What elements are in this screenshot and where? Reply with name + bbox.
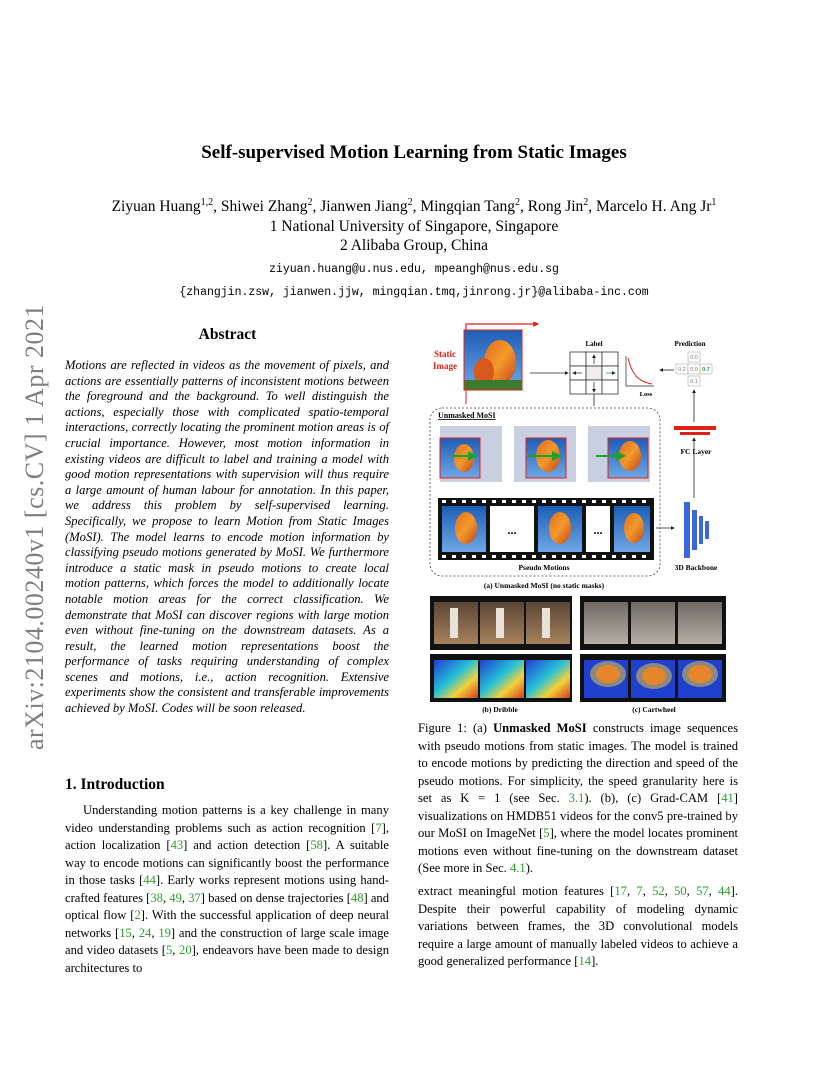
citation-link[interactable]: 24: [138, 925, 152, 940]
subcaption-b: (b) Dribble: [482, 705, 518, 714]
citation-link[interactable]: 52: [652, 884, 665, 898]
citation-link[interactable]: 37: [188, 890, 201, 905]
citation-link[interactable]: 5: [165, 943, 173, 957]
affiliation-2: 2 Alibaba Group, China: [339, 237, 489, 255]
citation-link[interactable]: 58: [310, 838, 323, 852]
backbone-3d: [684, 502, 709, 558]
pseudo-motion-filmstrip: [438, 498, 654, 560]
static-image: [464, 330, 522, 390]
authors-line: Ziyuan Huang$^{1,2}$, Shiwei Zhang$^2$, Jianwen Jiang$^2$, Mingqian Tang$^2$, Rong Jin$^2$, Marcelo H. Ang Jr$^1$: [111, 197, 717, 216]
affiliation-1: 1 National University of Singapore, Singapore: [269, 217, 559, 235]
arxiv-stamp: arXiv:2104.00240v1 [cs.CV] 1 Apr 2021: [20, 304, 49, 751]
dribble-gradcam: [430, 654, 572, 702]
citation-link[interactable]: 5: [543, 826, 550, 840]
email-line-2: {zhangjin.zsw, jianwen.jjw, mingqian.tmq,jinrong.jr}@alibaba-inc.com: [179, 286, 649, 300]
citation-link[interactable]: 38: [150, 890, 163, 905]
label-heading: Label: [585, 340, 603, 348]
section-link[interactable]: 4.1: [509, 861, 526, 875]
citation-link[interactable]: 50: [674, 884, 687, 898]
abstract-heading: Abstract: [198, 326, 257, 343]
citation-link[interactable]: 48: [350, 890, 364, 905]
svg-text:0.0: 0.0: [690, 367, 698, 373]
author-block: [0, 193, 828, 303]
citation-link[interactable]: 7: [636, 884, 643, 898]
subcaption-a: (a) Unmasked MoSI (no static masks): [483, 581, 605, 590]
citation-link[interactable]: 17: [614, 884, 627, 898]
pseudo-motions-label: Pseudo Motions: [518, 563, 570, 572]
svg-text:0.0: 0.0: [690, 355, 698, 361]
citation-link[interactable]: 44: [718, 884, 731, 898]
svg-text:Image: Image: [433, 361, 457, 371]
intro-heading: 1. Introduction: [65, 776, 165, 793]
cartwheel-gradcam: [580, 654, 726, 702]
loss-label: Loss: [639, 391, 653, 398]
citation-link[interactable]: 7: [375, 820, 382, 835]
citation-link[interactable]: 43: [170, 838, 184, 852]
subcaption-c: (c) Cartwheel: [632, 705, 676, 714]
pseudo-frame-3: [588, 426, 650, 482]
citation-link[interactable]: 2: [134, 908, 141, 922]
citation-link[interactable]: 41: [721, 791, 734, 805]
dribble-frames: [430, 596, 572, 650]
citation-link[interactable]: 49: [169, 890, 182, 905]
intro-paragraph: Understanding motion patterns is a key challenge in many video understanding problems such as action recognition [7], action localization [43] and action detection [58]. A suitable way to encode motions can significantly boost the performance in those tasks [44]. Early works represent motions using hand-crafted features [38, 49, 37] based on dense trajectories [48] and optical flow [2]. With the successful application of deep neural networks [15, 24, 19] and the construction of large scale image and video datasets [5, 20], endeavors have been made to design architectures to: [65, 803, 390, 975]
svg-text:0.1: 0.1: [690, 379, 698, 385]
prediction-heading: Prediction: [674, 340, 706, 348]
figure-caption: Figure 1: (a) Unmasked MoSI constructs image sequences with pseudo motions from static images. The model is trained to encode motions by predicting the direction and speed of the pseudo motions. For simplicity, the speed granularity here is set as K = 1 (see Sec. 3.1). (b), (c) Grad-CAM [41] visualizations on HMDB51 videos for the conv5 pre-trained by our MoSI on ImageNet [5], where the model locates prominent motions even without fine-tuning on the downstream dataset (See more in Sec. 4.1).: [418, 721, 739, 875]
prediction-grid: [676, 352, 712, 386]
right-column-paragraph: extract meaningful motion features [17, 7, 52, 50, 57, 44]. Despite their powerful capability of modeling dynamic variations between frames, the 3D convolutional models require a large amount of manually labeled videos to achieve a good generalized performance [14].: [418, 884, 739, 968]
fc-layer-label: FC Layer: [680, 447, 712, 456]
abstract-text: Motions are reflected in videos as the movement of pixels, and actions are essentially patterns of inconsistent motions between the foreground and the background. To well distinguish the actions, especially those with complicated spatio-temporal interactions, correctly locating the prominent motion areas is of crucial importance. However, most motion information in existing videos are difficult to label and training a model with good motion representations with supervision will thus require a large amount of human labour for annotation. In this paper, we address this problem by self-supervised learning. Specifically, we propose to learn Motion from Static Images (MoSI). The model learns to encode motion information by classifying pseudo motions generated by MoSI. We furthermore introduce a static mask in pseudo motions to create local motion patterns, which forces the model to additionally locate notable motion areas for the correct classification. We demonstrate that MoSI can discover regions with large motion even without fine-tuning on the downstream datasets. As a result, the learned motion representations boost the performance of tasks requiring understanding of complex scenes and motions, i.e., action recognition. Extensive experiments show the consistent and transferable improvements achieved by MoSI. Codes will be soon released.: [65, 358, 389, 716]
email-line-1: ziyuan.huang@u.nus.edu, mpeangh@nus.edu.sg: [269, 262, 559, 276]
pseudo-frame-2: [514, 426, 576, 482]
figure-1: [418, 322, 748, 718]
fc-layer: [674, 426, 716, 435]
cartwheel-frames: [580, 596, 726, 650]
loss-curve: [626, 356, 654, 386]
citation-link[interactable]: 44: [143, 873, 156, 887]
citation-link[interactable]: 15: [119, 925, 132, 940]
ellipsis-2: ...: [593, 523, 603, 537]
citation-link[interactable]: 14: [578, 954, 592, 968]
backbone-label: 3D Backbone: [674, 563, 718, 572]
static-image-label: Static: [434, 349, 456, 359]
citation-link[interactable]: 57: [696, 884, 709, 898]
section-link[interactable]: 3.1: [568, 791, 585, 805]
ellipsis-1: ...: [507, 523, 517, 537]
svg-text:0.7: 0.7: [702, 367, 710, 373]
unmasked-mosi-label: Unmasked MoSI: [438, 411, 496, 420]
svg-text:0.2: 0.2: [678, 367, 686, 373]
citation-link[interactable]: 20: [179, 943, 192, 957]
citation-link[interactable]: 19: [158, 925, 171, 940]
pseudo-frame-1: [440, 426, 502, 482]
paper-title: Self-supervised Motion Learning from Static Images: [201, 142, 627, 163]
